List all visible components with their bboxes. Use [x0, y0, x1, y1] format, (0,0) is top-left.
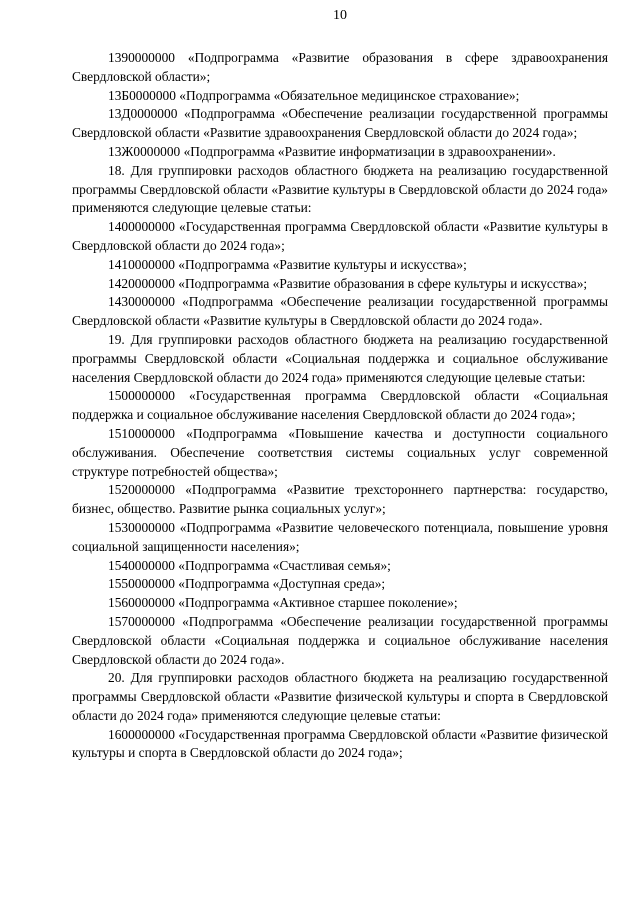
paragraph: 20. Для группировки расходов областного бюджета на реализацию государственной программы Свердловской области «Развитие физической культуры и спорта в Свердловской области до 2024 года» применяются следующие целевые статьи: — [72, 670, 608, 723]
paragraph: 1510000000 «Подпрограмма «Повышение качества и доступности социального обслуживания. Обеспечение соответствия системы социальных услуг современной структуре потребностей общества»; — [72, 425, 608, 479]
paragraph: 1410000000 «Подпрограмма «Развитие культуры и искусства»; — [108, 256, 467, 272]
paragraph: 13Ж0000000 «Подпрограмма «Развитие информатизации в здравоохранении». — [108, 143, 556, 159]
paragraph: 13Д0000000 «Подпрограмма «Обеспечение реализации государственной программы Свердловской области «Развитие здравоохранения Свердловской области до 2024 года»; — [72, 106, 608, 141]
paragraph: 1520000000 «Подпрограмма «Развитие трехстороннего партнерства: государство, бизнес, общество. Развитие рынка социальных услуг»; — [72, 482, 608, 517]
paragraph: 1390000000 «Подпрограмма «Развитие образования в сфере здравоохранения Свердловской области»; — [72, 50, 608, 84]
paragraph: 1430000000 «Подпрограмма «Обеспечение реализации государственной программы Свердловской области «Развитие культуры в Свердловской области до 2024 года». — [72, 294, 608, 329]
paragraph: 1540000000 «Подпрограмма «Счастливая семья»; — [108, 557, 391, 573]
document-body — [72, 49, 608, 763]
paragraph: 13Б0000000 «Подпрограмма «Обязательное медицинское страхование»; — [108, 87, 520, 103]
paragraph: 1600000000 «Государственная программа Свердловской области «Развитие физической культуры и спорта в Свердловской области до 2024 года»; — [72, 726, 608, 761]
paragraph: 1560000000 «Подпрограмма «Активное старшее поколение»; — [108, 595, 458, 611]
page-number: 10 — [333, 8, 347, 23]
paragraph: 19. Для группировки расходов областного бюджета на реализацию государственной программы Свердловской области «Социальная поддержка и социальное обслуживание населения Свердловской области до 2024 года» применяются следующие целевые статьи: — [72, 331, 608, 385]
paragraph: 1530000000 «Подпрограмма «Развитие человеческого потенциала, повышение уровня социальной защищенности населения»; — [72, 519, 608, 554]
paragraph: 1550000000 «Подпрограмма «Доступная среда»; — [108, 576, 386, 592]
paragraph: 18. Для группировки расходов областного бюджета на реализацию государственной программы Свердловской области «Развитие культуры в Свердловской области до 2024 года» применяются следующие целевые статьи: — [72, 162, 608, 216]
paragraph: 1570000000 «Подпрограмма «Обеспечение реализации государственной программы Свердловской области «Социальная поддержка и социальное обслуживание населения Свердловской области до 2024 года». — [72, 613, 608, 667]
paragraph: 1500000000 «Государственная программа Свердловской области «Социальная поддержка и социальное обслуживание населения Свердловской области до 2024 года»; — [72, 388, 608, 423]
paragraph: 1420000000 «Подпрограмма «Развитие образования в сфере культуры и искусства»; — [108, 275, 588, 291]
paragraph: 1400000000 «Государственная программа Свердловской области «Развитие культуры в Свердловской области до 2024 года»; — [72, 219, 608, 253]
